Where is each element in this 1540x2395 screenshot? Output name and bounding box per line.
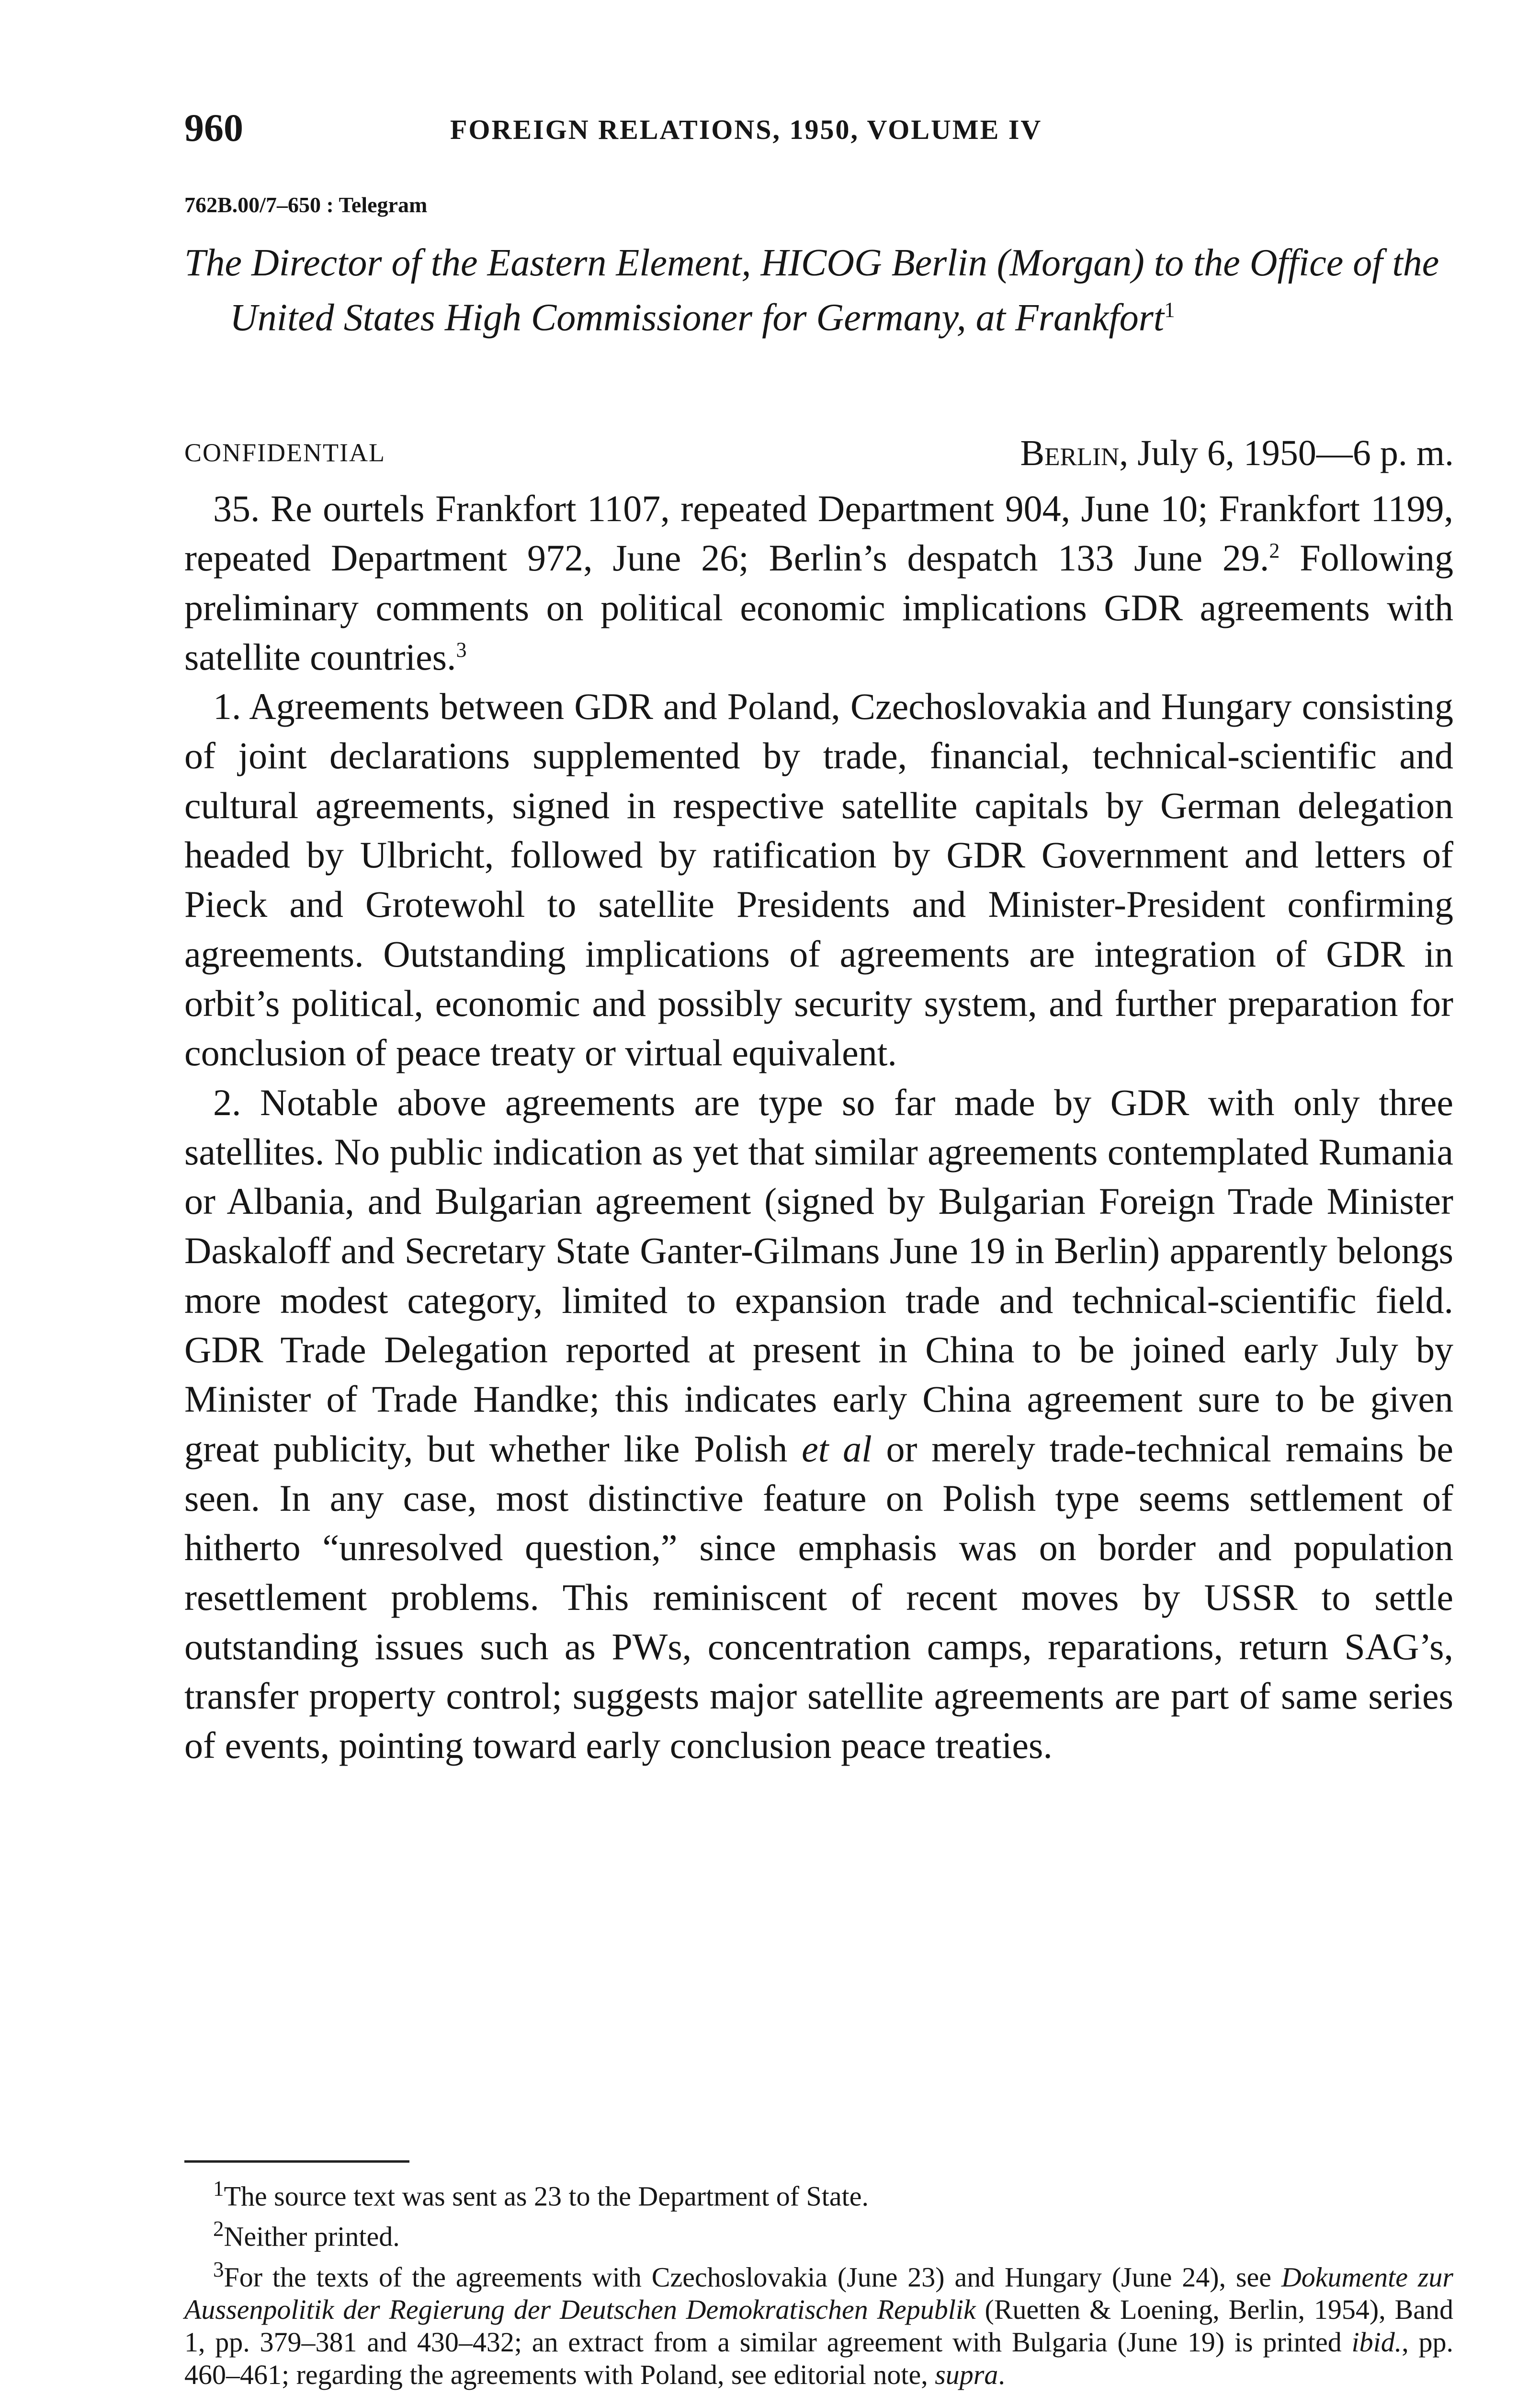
dateline-city: Berlin <box>1020 433 1120 473</box>
footnote-3 <box>184 2253 1453 2391</box>
body-paragraph-2: 1. Agreements between GDR and Poland, Czechoslovakia and Hungary consisting of joint declarations supplemented by trade, financial, technical-scientific and cultural agreements, signed in respective satellite capitals by German delegation headed by Ulbricht, followed by ratification by GDR Government and letters of Pieck and Grotewohl to satellite Presidents and Minister-President confirming agreements. Outstanding implications of agreements are integration of GDR in orbit’s political, economic and possibly security system, and further preparation for conclusion of peace treaty or virtual equivalent. <box>184 685 1453 1074</box>
page-number: 960 <box>184 106 243 149</box>
footnote-1-text: The source text was sent as 23 to the Department of State. <box>224 2180 869 2212</box>
heading-text: The Director of the Eastern Element, HICOG Berlin (Morgan) to the Office of the United States High Commissioner for Germany, at Frankfort <box>184 242 1439 339</box>
running-head <box>184 106 1429 149</box>
footnote-2 <box>184 2213 1453 2253</box>
paragraph-1-text-b: Following preliminary comments on political economic implications GDR agreements with satellite countries. <box>184 537 1453 678</box>
footnote-1 <box>184 2172 1453 2213</box>
classification-label: CONFIDENTIAL <box>184 438 385 467</box>
footnote-3-text-c: , pp. 460–461; regarding the agreements with Poland, see editorial note, <box>184 2326 1453 2390</box>
footnote-3-text-d: . <box>998 2359 1005 2390</box>
telegram-body <box>184 484 1453 1770</box>
heading-footnote-marker: 1 <box>1164 298 1175 322</box>
dateline <box>1020 431 1454 475</box>
footnote-2-text: Neither printed. <box>224 2221 400 2252</box>
dateline-rest: , July 6, 1950—6 p. m. <box>1119 433 1454 473</box>
file-reference: 762B.00/7–650 : Telegram <box>184 193 428 217</box>
paragraph-3-text-a: 2. Notable above agreements are type so far made by GDR with only three satellites. No public indication as yet that similar agreements contemplated Rumania or Albania, and Bulgarian agreement (signed by Bulgarian Foreign Trade Minister Daskaloff and Secretary State Ganter-Gilmans June 19 in Berlin) apparently belongs more modest category, limited to expansion trade and technical-scientific field. GDR Trade Delegation reported at present in China to be joined early July by Minister of Trade Handke; this indicates early China agreement sure to be given great publicity, but whether like Polish <box>184 1081 1453 1470</box>
footnote-ref-2: 2 <box>1269 539 1280 563</box>
paragraph-1-text-a: 35. Re ourtels Frankfort 1107, repeated Department 904, June 10; Frankfort 1199, repeated Department 972, June 26; Berlin’s despatch 133 June 29. <box>184 488 1453 579</box>
footnote-3-text-a: For the texts of the agreements with Czechoslovakia (June 23) and Hungary (June 24), see <box>224 2261 1281 2292</box>
running-title: FOREIGN RELATIONS, 1950, VOLUME IV <box>450 114 1042 145</box>
footnote-3-source-title: Dokumente zur Aussenpolitik der Regierung der Deutschen Demokratischen Republik <box>184 2261 1453 2325</box>
footnote-3-ibid: ibid. <box>1351 2326 1402 2358</box>
footnote-ref-3: 3 <box>456 638 467 661</box>
paragraph-3-italic: et al <box>802 1427 872 1470</box>
footnote-1-marker: 1 <box>213 2177 224 2201</box>
footnote-2-marker: 2 <box>213 2217 224 2241</box>
footnote-3-marker: 3 <box>213 2257 224 2281</box>
footnote-divider <box>184 2160 409 2163</box>
paragraph-3-text-b: or merely trade-technical remains be seen. In any case, most distinctive feature on Polish type seems settlement of hitherto “unresolved question,” since emphasis was on border and population resettlement problems. This reminiscent of recent moves by USSR to settle outstanding issues such as PWs, concentration camps, reparations, return SAG’s, transfer property control; suggests major satellite agreements are part of same series of events, pointing toward early conclusion peace treaties. <box>184 1427 1453 1767</box>
footnote-3-supra: supra <box>935 2359 998 2390</box>
document-heading <box>184 240 1504 342</box>
footnote-3-text-b: (Ruetten & Loening, Berlin, 1954), Band 1, pp. 379–381 and 430–432; an extract from a similar agreement with Bulgaria (June 19) is printed <box>184 2293 1453 2358</box>
body-paragraph-1 <box>184 484 1453 682</box>
footnotes <box>184 2172 1453 2391</box>
body-paragraph-3 <box>184 1078 1453 1770</box>
